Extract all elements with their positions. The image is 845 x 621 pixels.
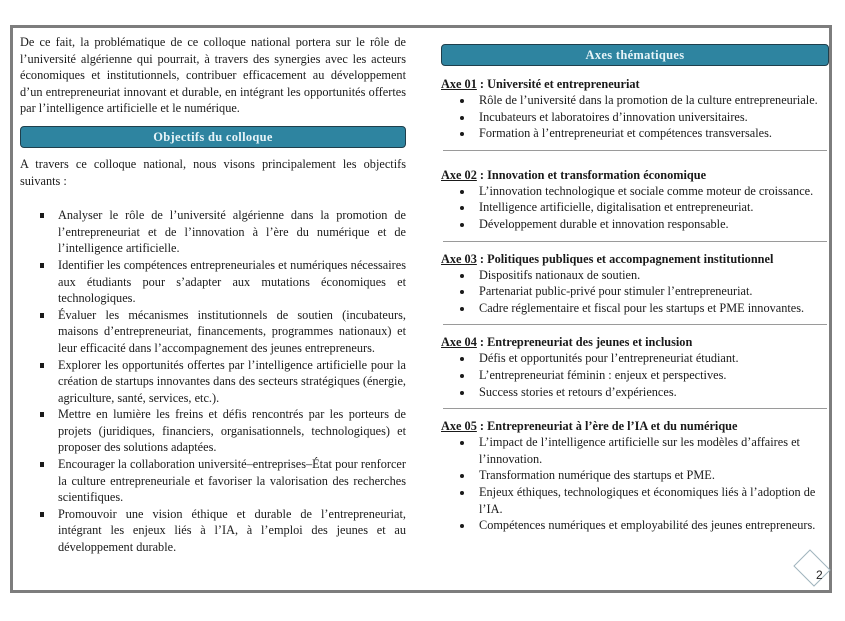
- bullet-icon: [460, 357, 464, 361]
- bullet-icon: [460, 116, 464, 120]
- bullet-icon: [460, 307, 464, 311]
- axe-item: Cadre réglementaire et fiscal pour les startups et PME innovantes.: [441, 300, 829, 317]
- objectives-banner: Objectifs du colloque: [20, 126, 406, 148]
- objective-item: Évaluer les mécanismes institutionnels de soutien (incubateurs, maisons d’entrepreneuriat, financements, programmes nationaux) et leur efficacité dans l’accompagnement des jeunes entrepreneurs.: [20, 307, 406, 357]
- axe-item: L’entrepreneuriat féminin : enjeux et perspectives.: [441, 367, 829, 384]
- objective-item: Analyser le rôle de l’université algérienne dans la promotion de l’entrepreneuriat et de l’innovation à l’ère du numérique et de l’intelligence artificielle.: [20, 207, 406, 257]
- divider: [443, 150, 827, 151]
- bullet-icon: [460, 374, 464, 378]
- axe-section: [441, 76, 829, 142]
- page-corner-badge-icon: [792, 548, 832, 588]
- bullet-icon: [460, 223, 464, 227]
- axe-item: Partenariat public-privé pour stimuler l’entrepreneuriat.: [441, 283, 829, 300]
- bullet-icon: [460, 274, 464, 278]
- square-bullet-icon: [40, 512, 44, 517]
- bullet-icon: [460, 491, 464, 495]
- divider: [443, 324, 827, 325]
- page-number: 2: [816, 568, 823, 582]
- axe-item: Dispositifs nationaux de soutien.: [441, 267, 829, 284]
- bullet-icon: [460, 99, 464, 103]
- axe-item: Rôle de l’université dans la promotion de la culture entrepreneuriale.: [441, 92, 829, 109]
- bullet-icon: [460, 474, 464, 478]
- bullet-icon: [460, 132, 464, 136]
- objective-item: Promouvoir une vision éthique et durable de l’entrepreneuriat, intégrant les enjeux liés à l’IA, à l’emploi des jeunes et au développement durable.: [20, 506, 406, 556]
- left-column: [20, 34, 406, 556]
- right-column: [441, 44, 829, 534]
- divider: [443, 241, 827, 242]
- objectives-list: [20, 207, 406, 555]
- bullet-icon: [460, 524, 464, 528]
- axe-section: [441, 251, 829, 317]
- axe-item: Success stories et retours d’expériences.: [441, 384, 829, 401]
- axe-item: Compétences numériques et employabilité des jeunes entrepreneurs.: [441, 517, 829, 534]
- axe-section: [441, 167, 829, 233]
- bullet-icon: [460, 290, 464, 294]
- axe-item: L’innovation technologique et sociale comme moteur de croissance.: [441, 183, 829, 200]
- axe-section: [441, 418, 829, 534]
- objective-item: Explorer les opportunités offertes par l’intelligence artificielle pour la création de startups innovantes dans des secteurs stratégiques (énergie, agriculture, santé, services, etc.).: [20, 357, 406, 407]
- axe-item: Incubateurs et laboratoires d’innovation universitaires.: [441, 109, 829, 126]
- axe-title: Axe 03 : Politiques publiques et accompagnement institutionnel: [441, 251, 774, 266]
- divider: [443, 408, 827, 409]
- axe-item: Formation à l’entrepreneuriat et compétences transversales.: [441, 125, 829, 142]
- axe-title: Axe 01 : Université et entrepreneuriat: [441, 77, 640, 91]
- axe-item: L’impact de l’intelligence artificielle sur les modèles d’affaires et l’innovation.: [441, 434, 829, 467]
- square-bullet-icon: [40, 213, 44, 218]
- bullet-icon: [460, 206, 464, 210]
- axe-title: Axe 02 : Innovation et transformation économique: [441, 167, 707, 182]
- square-bullet-icon: [40, 412, 44, 417]
- axe-item: Enjeux éthiques, technologiques et économiques liés à l’adoption de l’IA.: [441, 484, 829, 517]
- axe-section: [441, 334, 829, 400]
- bullet-icon: [460, 391, 464, 395]
- intro-paragraph: De ce fait, la problématique de ce colloque national portera sur le rôle de l’université algérienne qui pourrait, à travers des synergies avec les acteurs économiques et institutionnels, contribuer efficacement au développement d’un entrepreneuriat innovant et durable, en intégrant les opportunités offertes par l’intelligence artificielle et le numérique.: [20, 35, 406, 116]
- square-bullet-icon: [40, 462, 44, 467]
- square-bullet-icon: [40, 263, 44, 268]
- axe-item: Développement durable et innovation responsable.: [441, 216, 829, 233]
- objectives-lead: A travers ce colloque national, nous visons principalement les objectifs suivants :: [20, 156, 406, 188]
- axe-title: Axe 05 : Entrepreneuriat à l’ère de l’IA et du numérique: [441, 419, 738, 434]
- axe-item: Intelligence artificielle, digitalisation et entrepreneuriat.: [441, 199, 829, 216]
- axe-title: Axe 04 : Entrepreneuriat des jeunes et inclusion: [441, 335, 693, 350]
- square-bullet-icon: [40, 313, 44, 318]
- axes-banner: Axes thématiques: [441, 44, 829, 66]
- bullet-icon: [460, 441, 464, 445]
- objective-item: Identifier les compétences entrepreneuriales et numériques nécessaires aux étudiants pour s’adapter aux mutations économiques et technologiques.: [20, 257, 406, 307]
- axe-item: Transformation numérique des startups et PME.: [441, 467, 829, 484]
- square-bullet-icon: [40, 363, 44, 368]
- objective-item: Mettre en lumière les freins et défis rencontrés par les porteurs de projets (juridiques, financiers, organisationnels, technologiques) et proposer des solutions adaptées.: [20, 406, 406, 456]
- axe-item: Défis et opportunités pour l’entrepreneuriat étudiant.: [441, 350, 829, 367]
- bullet-icon: [460, 190, 464, 194]
- objective-item: Encourager la collaboration université–entreprises–État pour renforcer la culture entrepreneuriale et favoriser la valorisation des recherches scientifiques.: [20, 456, 406, 506]
